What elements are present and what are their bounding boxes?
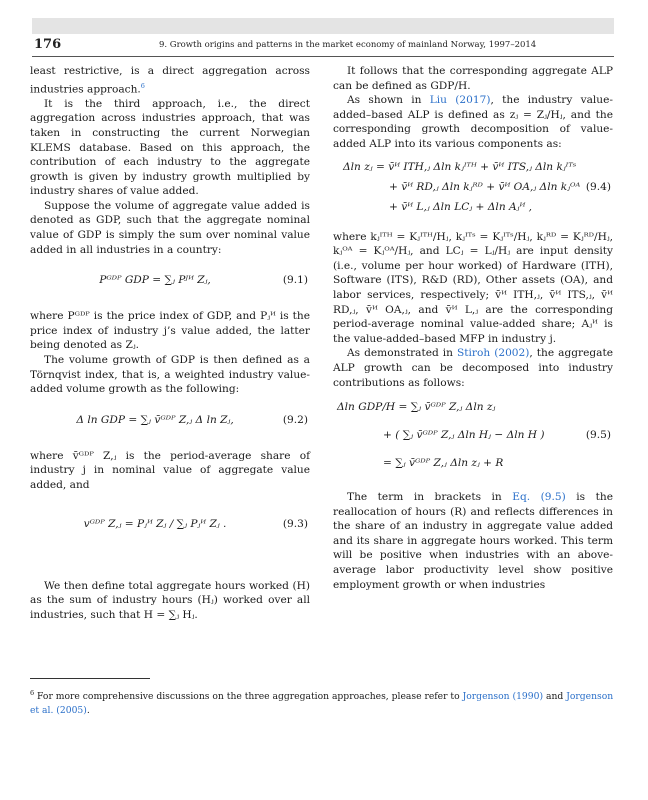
equation-line: = ∑ⱼ v̄ᴳᴰᴾ Z,ⱼ Δln zⱼ + R: [383, 457, 504, 470]
footnote-number: 6: [30, 689, 35, 697]
equation-line: Δln zⱼ = v̄ᴻ ITH,ⱼ Δln kⱼᴵᵀᴴ + v̄ᴻ ITS,ⱼ Δln kⱼᴵᵀˢ: [343, 160, 577, 173]
paragraph: As shown in Liu (2017), the industry value-added–based ALP is defined as zⱼ = Zⱼ/Hⱼ, and the corresponding growth decomposition of value-added ALP into its various components as:: [333, 94, 613, 150]
equation-9-4: [333, 160, 613, 224]
equation-number: (9.4): [585, 180, 611, 193]
citation-link[interactable]: Stiroh (2002): [457, 347, 530, 360]
equation-line: Δln GDP/H = ∑ⱼ v̄ᴳᴰᴾ Z,ⱼ Δln zⱼ: [337, 401, 496, 414]
footnote-marker[interactable]: 6: [140, 81, 145, 90]
paragraph: It follows that the corresponding aggregate ALP can be defined as GDP/H.: [333, 65, 613, 92]
citation-link[interactable]: Jorgenson (1990): [462, 691, 544, 703]
equation-body: vᴳᴰᴾ Z,ⱼ = Pⱼᴻ Zⱼ / ∑ⱼ Pⱼᴻ Zⱼ .: [83, 517, 227, 530]
equation-body: Pᴳᴰᴾ GDP = ∑ⱼ Pᴶᴻ Zⱼ,: [99, 274, 211, 287]
equation-line: + v̄ᴻ L,ⱼ Δln LCⱼ + Δln Aⱼᴻ ,: [389, 200, 533, 213]
equation-9-3: [30, 499, 310, 557]
paragraph: least restrictive, is a direct aggregation across industries approach.$^6$: [30, 65, 310, 96]
citation-link[interactable]: Jorgenson et al. (2005): [30, 691, 614, 717]
left-column: [30, 64, 310, 622]
citation-link[interactable]: Liu (2017): [429, 94, 491, 107]
right-column: [333, 64, 613, 592]
page-header: [32, 36, 614, 54]
running-title: 9. Growth origins and patterns in the market economy of mainland Norway, 1997–2014: [159, 40, 537, 50]
paragraph: As demonstrated in Stiroh (2002), the aggregate ALP growth can be decomposed into industry contributions as follows:: [333, 347, 613, 389]
header-band: [32, 18, 614, 34]
equation-number: (9.5): [585, 429, 611, 442]
equation-9-1: [30, 263, 310, 303]
equation-9-5: [333, 396, 613, 484]
equation-line: + v̄ᴻ RD,ⱼ Δln kⱼᴿᴰ + v̄ᴻ OA,ⱼ Δln kⱼᴼᴬ: [389, 180, 581, 193]
paragraph: Suppose the volume of aggregate value added is denoted as GDP, such that the aggregate nominal value of GDP is simply the sum over nominal value added in all industries in a country:: [30, 199, 310, 256]
header-rule: [32, 56, 614, 57]
equation-number: (9.2): [282, 413, 308, 426]
paragraph: where kⱼᴵᵀᴴ = Kⱼᴵᵀᴴ/Hⱼ, kⱼᴵᵀˢ = Kⱼᴵᵀˢ/Hⱼ, kⱼᴿᴰ = Kⱼᴿᴰ/Hⱼ, kⱼᴼᴬ = Kⱼᴼᴬ/Hⱼ, and LCⱼ = Lⱼ/Hⱼ are input density (i.e., volume per hour worked) of Hardware (ITH), Software (ITS), R&D (RD), Other assets (OA), and labor services, respectively; v̄ᴻ ITH,ⱼ, v̄ᴻ ITS,ⱼ, v̄ᴻ RD,ⱼ, v̄ᴻ OA,ⱼ, and v̄ᴻ L,ⱼ are the corresponding period-average nominal value-added share; Aⱼᴻ is the value-added–based MFP in industry j.: [333, 230, 613, 345]
paragraph: It is the third approach, i.e., the direct aggregation across industries approach, that was taken in constructing the current Norwegian KLEMS database. Based on this approach, the contribution of each industry to the aggregate growth is given by industry growth multiplied by industry shares of value added.: [30, 97, 310, 198]
footnote: $^6$ For more comprehensive discussions on the three aggregation approaches, please refer to Jorgenson (1990) and Jorgenson et al. (2005).: [30, 689, 614, 717]
equation-number: (9.1): [282, 274, 308, 287]
footnote-rule: [30, 678, 150, 679]
paragraph: The volume growth of GDP is then defined as a Törnqvist index, that is, a weighted industry value-added volume growth as the following:: [30, 354, 310, 396]
equation-9-2: [30, 403, 310, 443]
paragraph: The term in brackets in Eq. (9.5) is the reallocation of hours (R) and reflects differences in the share of an industry in aggregate value added and its share in aggregate hours worked. This term will be positive when industries with an above-average labor productivity level show positive employment growth or when industries: [333, 491, 613, 591]
citation-link[interactable]: Eq. (9.5): [512, 491, 566, 504]
paragraph: where Pᴳᴰᴾ is the price index of GDP, and Pⱼᴻ is the price index of industry j’s value added, the latter being denoted as Zⱼ.: [30, 310, 310, 352]
equation-number: (9.3): [282, 517, 308, 530]
equation-line: + ( ∑ⱼ v̄ᴳᴰᴾ Z,ⱼ Δln Hⱼ − Δln H ): [383, 429, 545, 442]
equation-body: Δ ln GDP = ∑ⱼ v̄ᴳᴰᴾ Z,ⱼ Δ ln Zⱼ,: [76, 413, 234, 426]
page-number: 176: [34, 37, 62, 52]
paragraph: We then define total aggregate hours worked (H) as the sum of industry hours (Hⱼ) worked over all industries, such that H = ∑ⱼ Hⱼ.: [30, 579, 310, 621]
paragraph: where v̄ᴳᴰᴾ Z,ⱼ is the period-average share of industry j in nominal value of aggregate value added, and: [30, 449, 310, 491]
